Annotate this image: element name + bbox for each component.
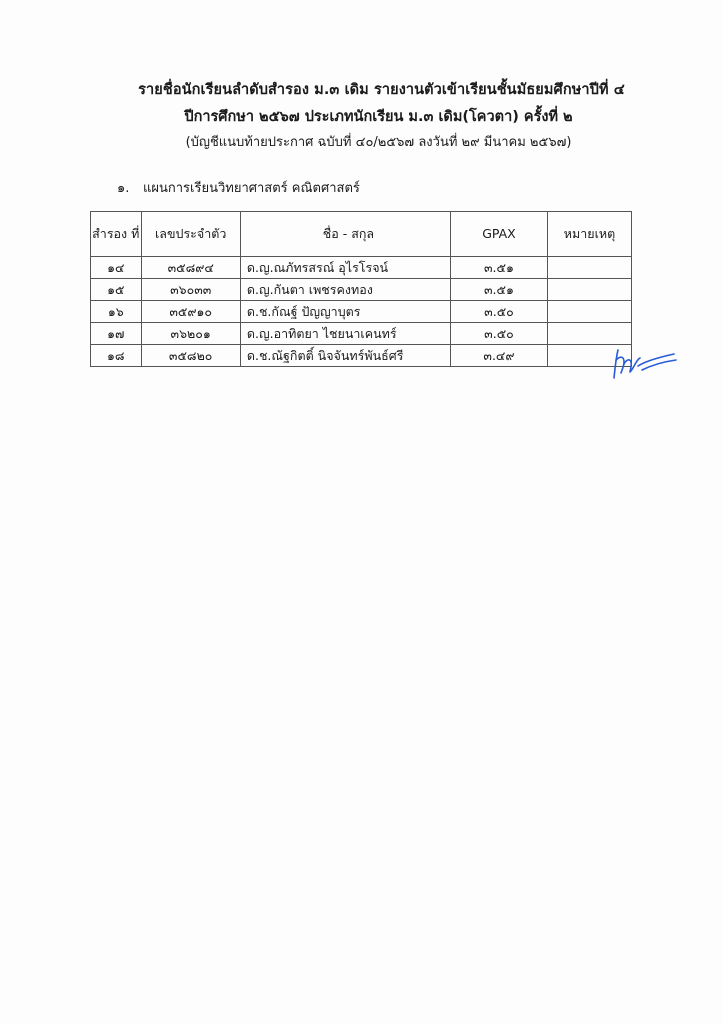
handwritten-signature-icon bbox=[612, 346, 678, 382]
header-gpax: GPAX bbox=[450, 212, 547, 257]
cell-rank: ๑๘ bbox=[91, 345, 142, 367]
header-name: ชื่อ - สกุล bbox=[240, 212, 450, 257]
cell-gpax: ๓.๕๐ bbox=[450, 323, 547, 345]
header-rank-label: สำรอง ที่ bbox=[92, 226, 140, 241]
cell-note bbox=[547, 301, 631, 323]
cell-gpax: ๓.๕๐ bbox=[450, 301, 547, 323]
cell-rank: ๑๖ bbox=[91, 301, 142, 323]
cell-student-id: ๓๕๙๑๐ bbox=[141, 301, 240, 323]
student-table bbox=[90, 211, 632, 367]
cell-gpax: ๓.๔๙ bbox=[450, 345, 547, 367]
section-heading bbox=[117, 177, 360, 198]
cell-name: ด.ญ.อาทิตยา ไชยนาเคนทร์ bbox=[240, 323, 450, 345]
header-student-id: เลขประจำตัว bbox=[141, 212, 240, 257]
cell-name: ด.ช.ณัฐกิตติ์ นิจจันทร์พันธ์ศรี bbox=[240, 345, 450, 367]
section-number: ๑. bbox=[117, 181, 130, 196]
cell-note bbox=[547, 257, 631, 279]
cell-note bbox=[547, 323, 631, 345]
cell-rank: ๑๗ bbox=[91, 323, 142, 345]
cell-student-id: ๓๖๒๐๑ bbox=[141, 323, 240, 345]
cell-rank: ๑๔ bbox=[91, 257, 142, 279]
table-row bbox=[91, 323, 632, 345]
table-row bbox=[91, 345, 632, 367]
cell-name: ด.ญ.กันตา เพชรคงทอง bbox=[240, 279, 450, 301]
table-row bbox=[91, 257, 632, 279]
cell-name: ด.ช.กัณฐ์ ปัญญาบุตร bbox=[240, 301, 450, 323]
header-note: หมายเหตุ bbox=[547, 212, 631, 257]
cell-gpax: ๓.๕๑ bbox=[450, 257, 547, 279]
cell-note bbox=[547, 279, 631, 301]
table-header-row bbox=[91, 212, 632, 257]
header-rank bbox=[91, 212, 142, 257]
cell-student-id: ๓๖๐๓๓ bbox=[141, 279, 240, 301]
cell-student-id: ๓๕๘๒๐ bbox=[141, 345, 240, 367]
section-title: แผนการเรียนวิทยาศาสตร์ คณิตศาสตร์ bbox=[143, 181, 360, 196]
cell-rank: ๑๕ bbox=[91, 279, 142, 301]
cell-name: ด.ญ.ณภัทรสรณ์ อุไรโรจน์ bbox=[240, 257, 450, 279]
table-row bbox=[91, 279, 632, 301]
document-title: รายชื่อนักเรียนลำดับสำรอง ม.๓ เดิม รายงานตัวเข้าเรียนชั้นมัธยมศึกษาปีที่ ๔ bbox=[138, 82, 625, 98]
cell-student-id: ๓๕๘๙๔ bbox=[141, 257, 240, 279]
document-subtitle: ปีการศึกษา ๒๕๖๗ ประเภทนักเรียน ม.๓ เดิม(โควตา) ครั้งที่ ๒ bbox=[184, 109, 573, 125]
table-row bbox=[91, 301, 632, 323]
document-reference: (บัญชีแนบท้ายประกาศ ฉบับที่ ๔๐/๒๕๖๗ ลงวันที่ ๒๙ มีนาคม ๒๕๖๗) bbox=[185, 135, 572, 150]
cell-gpax: ๓.๕๑ bbox=[450, 279, 547, 301]
